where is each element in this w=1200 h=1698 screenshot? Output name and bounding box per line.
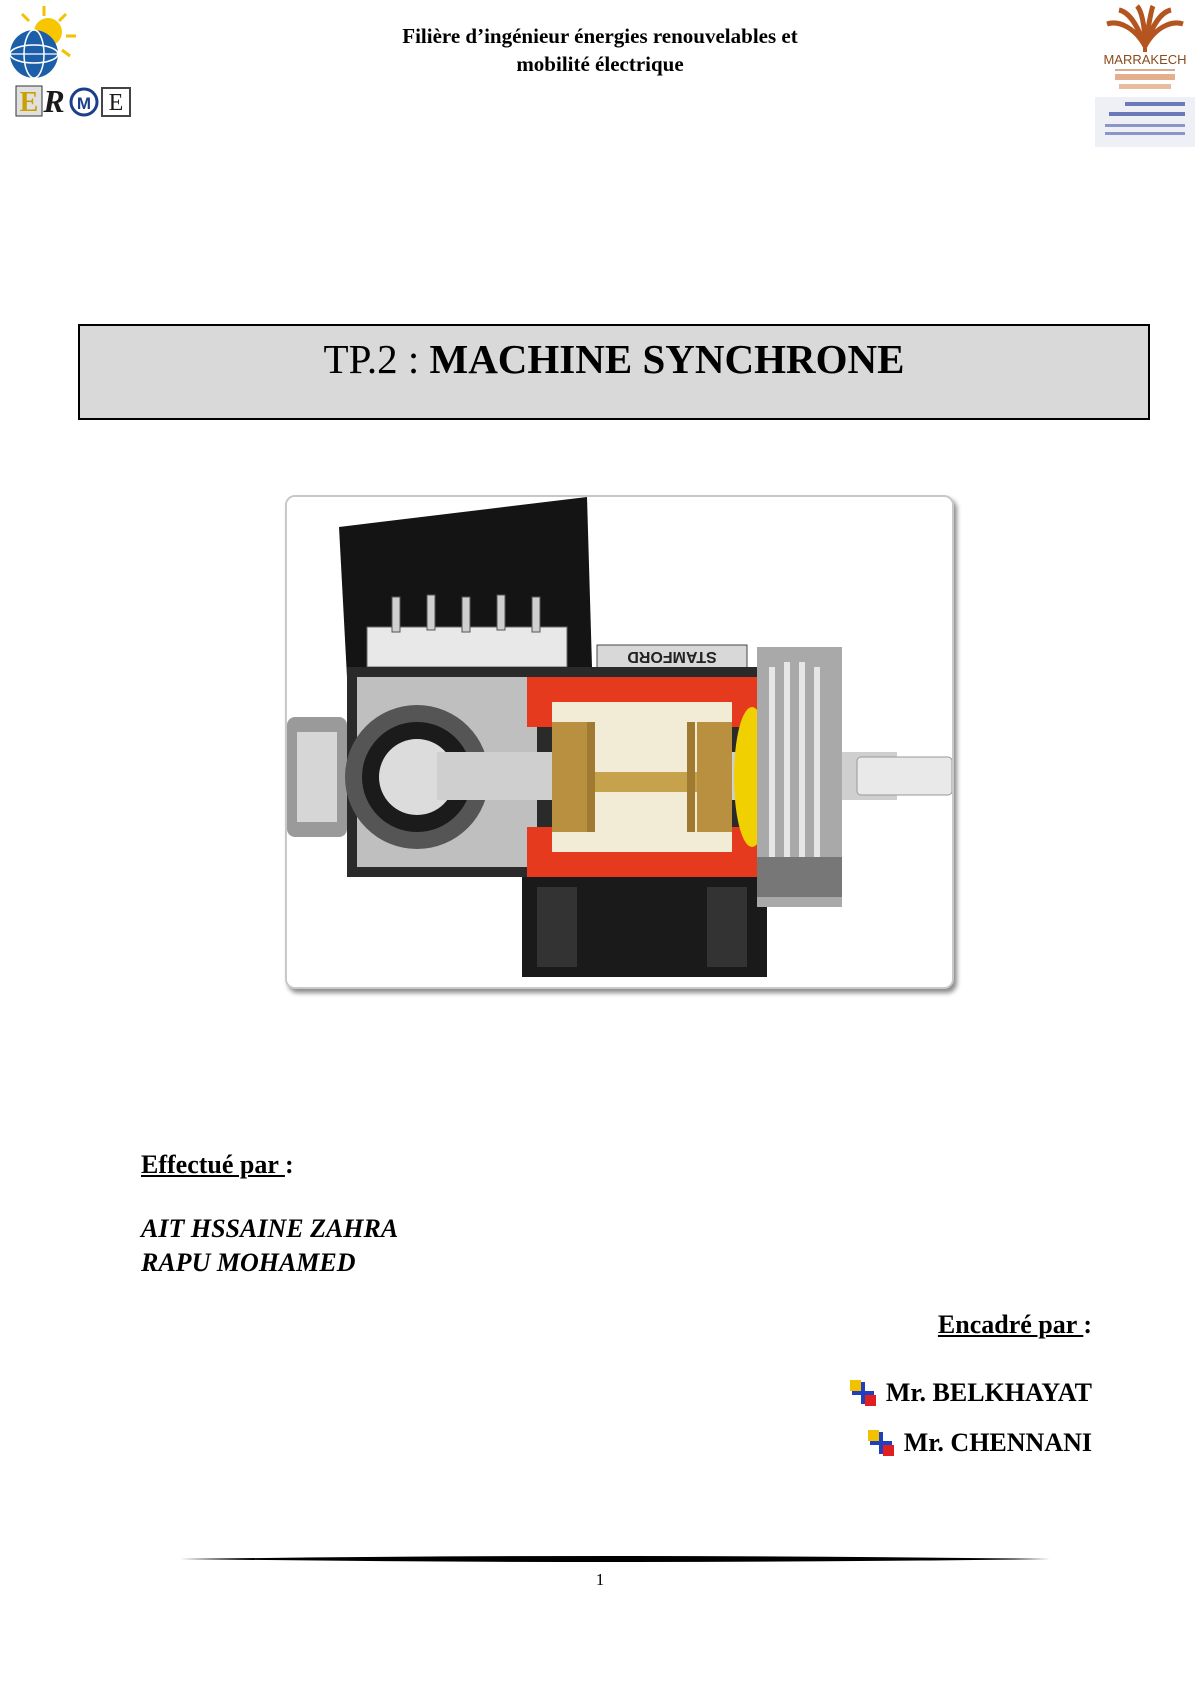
supervisors-label-text: Encadré par xyxy=(937,1310,1084,1339)
authors-label xyxy=(141,1150,294,1180)
supervisor-name: Mr. BELKHAYAT xyxy=(885,1378,1092,1407)
svg-text:E: E xyxy=(19,87,39,118)
erme-logo xyxy=(4,4,140,122)
supervisor-item xyxy=(868,1428,1092,1458)
svg-text:M: M xyxy=(76,94,92,113)
cross-bullet-icon xyxy=(868,1430,894,1456)
supervisors-label xyxy=(938,1310,1092,1340)
supervisors-label-colon: : xyxy=(1083,1310,1092,1339)
author-name: AIT HSSAINE ZAHRA xyxy=(141,1214,399,1243)
supervisor-name: Mr. CHENNANI xyxy=(903,1428,1092,1457)
university-logo-text: MARRAKECH xyxy=(1103,52,1187,67)
svg-text:R: R xyxy=(43,83,65,119)
author-name: RAPU MOHAMED xyxy=(141,1248,356,1277)
header-line-2: mobilité électrique xyxy=(516,52,684,76)
footer-divider xyxy=(180,1552,1050,1564)
svg-text:E: E xyxy=(108,90,124,116)
authors-label-text: Effectué par xyxy=(141,1150,285,1179)
header-program-title xyxy=(300,22,900,78)
cross-bullet-icon xyxy=(850,1380,876,1406)
document-title xyxy=(80,334,1148,384)
title-main: MACHINE SYNCHRONE xyxy=(429,336,905,382)
synchronous-machine-image xyxy=(285,495,954,989)
machine-cutaway-illustration xyxy=(287,497,952,987)
authors-list xyxy=(141,1212,398,1280)
university-logo-graphic xyxy=(1095,2,1195,147)
title-prefix: TP.2 : xyxy=(323,336,430,382)
authors-label-colon: : xyxy=(284,1150,294,1179)
title-banner xyxy=(78,324,1150,420)
supervisor-item xyxy=(850,1378,1092,1408)
university-logo xyxy=(1095,2,1195,147)
header-line-1: Filière d’ingénieur énergies renouvelables et xyxy=(402,24,798,48)
page-number: 1 xyxy=(595,1570,605,1589)
svg-text:STAMFORD: STAMFORD xyxy=(627,648,717,665)
erme-logo-graphic xyxy=(4,4,140,122)
